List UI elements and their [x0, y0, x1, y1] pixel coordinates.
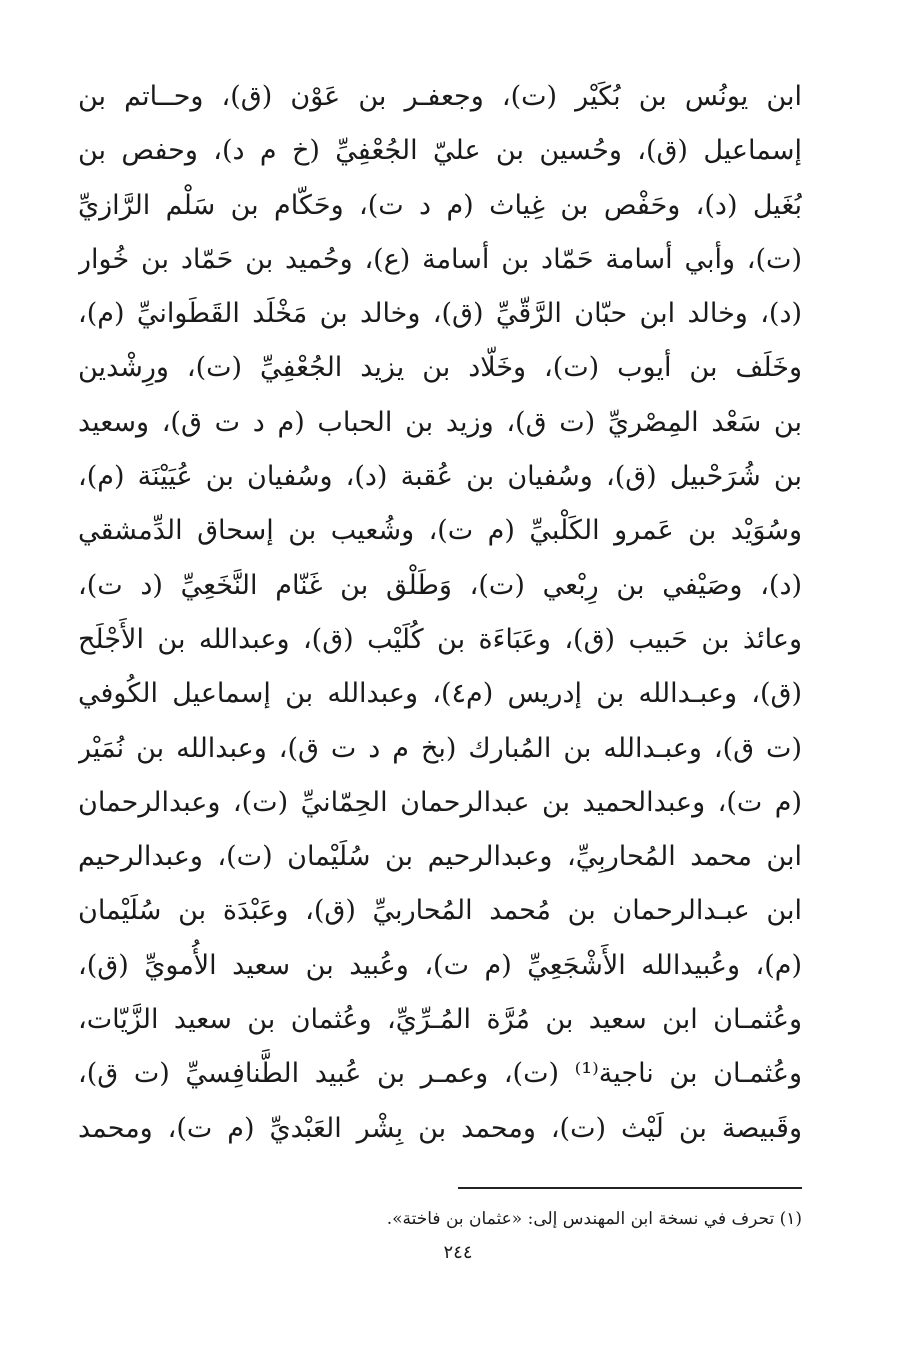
text-line-9: وسُوَيْد بن عَمرو الكَلْبيِّ (م ت)، وشُعيب بن إسحاق الدِّمشقي	[78, 515, 802, 547]
text-line-20: وقَبيصة بن لَيْث (ت)، ومحمد بن بِشْر العَبْديِّ (م ت)، ومحمد	[78, 1112, 802, 1144]
text-line-13: (ت ق)، وعبـدالله بن المُبارك (بخ م د ت ق)، وعبدالله بن نُمَيْر	[78, 732, 802, 764]
text-line-12: (ق)، وعبـدالله بن إدريس (م٤)، وعبدالله بن إسماعيل الكُوفي	[78, 678, 802, 710]
footnote-divider	[458, 1187, 802, 1189]
page-number: ٢٤٤	[443, 1242, 473, 1263]
footnote: (١) تحرف في نسخة ابن المهندس إلى: «عثمان بن فاختة».	[386, 1209, 802, 1229]
text-line-1: ابن يونُس بن بُكَيْر (ت)، وجعفـر بن عَوْن (ق)، وحــاتم بن	[78, 81, 802, 112]
text-line-3: بُغَيل (د)، وحَفْص بن غِياث (م د ت)، وحَكّام بن سَلْم الرَّازيِّ	[78, 189, 802, 221]
body-text	[78, 70, 802, 1156]
text-line-10: (د)، وصَيْفي بن رِبْعي (ت)، وَطَلْق بن غَنّام النَّخَعِيِّ (د ت)،	[78, 569, 802, 601]
text-line-8: بن شُرَحْبيل (ق)، وسُفيان بن عُقبة (د)، وسُفيان بن عُيَيْنَة (م)،	[78, 461, 802, 493]
text-line-18: وعُثمـان ابن سعيد بن مُرَّة المُـرِّيِّ، وعُثمان بن سعيد الزَّيّات،	[78, 1004, 802, 1036]
text-line-11: وعائذ بن حَبيب (ق)، وعَبَاءَة بن كُلَيْب (ق)، وعبدالله بن الأَجْلَح	[78, 623, 802, 655]
text-line-6: وخَلَف بن أيوب (ت)، وخَلّاد بن يزيد الجُعْفِيِّ (ت)، ورِشْدين	[78, 352, 802, 384]
text-line-2: إسماعيل (ق)، وحُسين بن عليّ الجُعْفِيِّ (خ م د)، وحفص بن	[78, 135, 802, 167]
text-line-19: وعُثمـان بن ناجية⁽¹⁾ (ت)، وعمـر بن عُبيد الطَّنافِسيِّ (ت ق)،	[78, 1058, 802, 1090]
text-line-7: بن سَعْد المِصْريِّ (ت ق)، وزيد بن الحباب (م د ت ق)، وسعيد	[78, 406, 802, 438]
text-line-15: ابن محمد المُحاربِيِّ، وعبدالرحيم بن سُلَيْمان (ت)، وعبدالرحيم	[78, 841, 802, 873]
text-line-14: (م ت)، وعبدالحميد بن عبدالرحمان الحِمّانيِّ (ت)، وعبدالرحمان	[78, 786, 802, 818]
text-line-5: (د)، وخالد ابن حبّان الرَّقّيِّ (ق)، وخالد بن مَخْلَد القَطَوانيِّ (م)،	[78, 298, 802, 330]
text-line-17: (م)، وعُبيدالله الأَشْجَعِيِّ (م ت)، وعُبيد بن سعيد الأُمويِّ (ق)،	[78, 949, 802, 981]
text-line-16: ابن عبـدالرحمان بن مُحمد المُحاربيِّ (ق)، وعَبْدَة بن سُلَيْمان	[78, 895, 802, 927]
text-line-4: (ت)، وأبي أسامة حَمّاد بن أسامة (ع)، وحُميد بن حَمّاد بن خُوار	[78, 243, 802, 275]
